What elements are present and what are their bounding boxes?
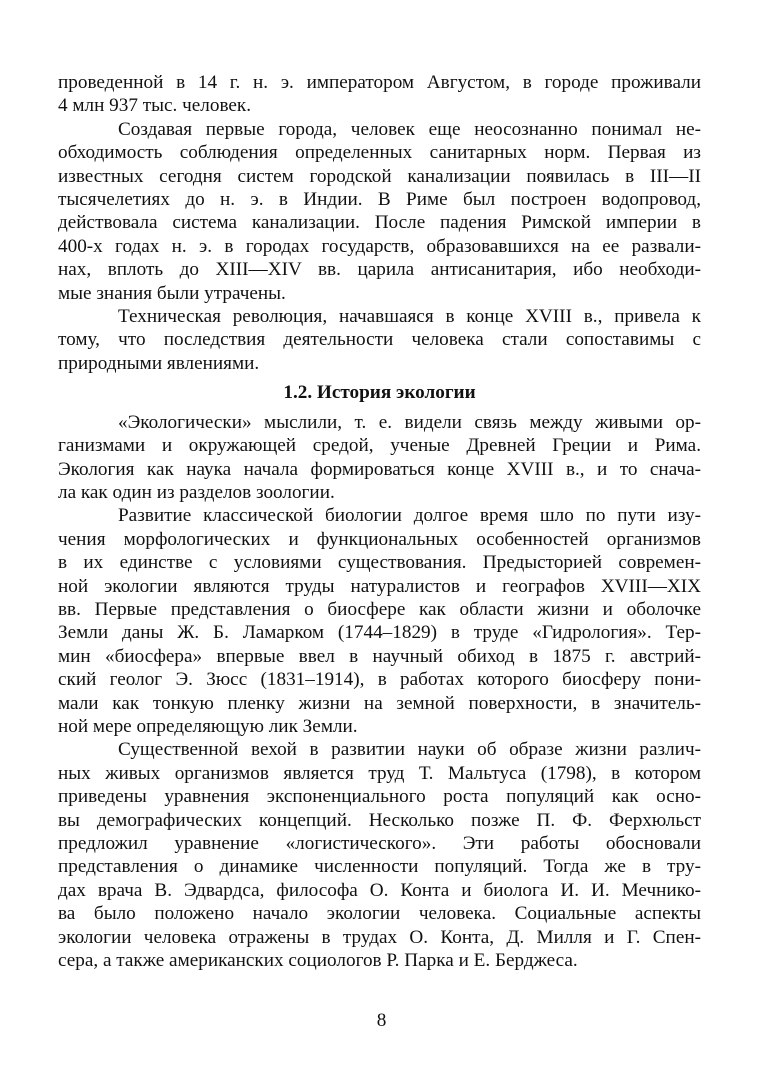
text-line: 400-х годах н. э. в городах государств, образовавшихся на ее развали- (58, 235, 701, 257)
text-line: Экология как наука начала формироваться конце XVIII в., и то снача- (58, 458, 701, 480)
text-before-heading (58, 71, 701, 375)
text-line: обходимость соблюдения определенных санитарных норм. Первая из (58, 142, 701, 164)
text-line: природными явлениями. (58, 352, 260, 374)
text-line: вв. Первые представления о биосфере как области жизни и оболочке (58, 598, 701, 620)
text-line: дах врача В. Эдвардса, философа О. Конта и биолога И. И. Мечнико- (58, 879, 701, 901)
text-line: мали как тонкую пленку жизни на земной поверхности, в значитель- (58, 692, 701, 714)
page-body (58, 71, 701, 972)
text-line: известных сегодня систем городской канализации появилась в III—II (58, 165, 701, 187)
text-line: в их единстве с условиями существования. Предысторией современ- (58, 552, 701, 574)
text-line: приведены уравнения экспоненциального роста популяций как осно- (58, 786, 701, 808)
text-line: ла как один из разделов зоологии. (58, 481, 335, 503)
text-line: чения морфологических и функциональных особенностей организмов (58, 528, 701, 550)
paragraph (58, 71, 701, 118)
text-line: ной экологии являются труды натуралистов и географов XVIII—XIX (58, 575, 701, 597)
text-line: проведенной в 14 г. н. э. императором Августом, в городе проживали (58, 72, 701, 93)
paragraph (58, 738, 701, 972)
text-line: ной мере определяющую лик Земли. (58, 715, 358, 737)
text-line: Развитие классической биологии долгое время шло по пути изу- (118, 505, 701, 527)
text-line: действовала система канализации. После падения Римской империи в (58, 212, 701, 234)
text-line: «Экологически» мыслили, т. е. видели связь между живыми ор- (118, 411, 701, 433)
text-line: Создавая первые города, человек еще неосознанно понимал не- (118, 118, 701, 140)
paragraph (58, 305, 701, 375)
text-line: тысячелетиях до н. э. в Индии. В Риме был построен водопровод, (58, 189, 701, 211)
text-line: Техническая революция, начавшаяся в конце XVIII в., привела к (118, 306, 701, 328)
text-line: предложил уравнение «логистического». Эти работы обосновали (58, 833, 701, 854)
page-number: 8 (376, 1010, 387, 1031)
text-line: нах, вплоть до XIII—XIV вв. царила антисанитария, ибо необходи- (58, 259, 701, 281)
text-line: ва было положено начало экологии человека. Социальные аспекты (58, 903, 701, 925)
text-line: 4 млн 937 тыс. человек. (58, 95, 252, 117)
text-line: представления о динамике численности популяций. Тогда же в тру- (58, 856, 701, 878)
paragraph (58, 504, 701, 738)
text-line: ский геолог Э. Зюсс (1831–1914), в работах которого биосферу пони- (58, 669, 701, 691)
text-line: мин «биосфера» впервые ввел в научный обиход в 1875 г. австрий- (58, 645, 701, 667)
text-line: вы демографических концепций. Несколько позже П. Ф. Ферхюльст (58, 809, 701, 831)
text-line: ганизмами и окружающей средой, ученые Древней Греции и Рима. (58, 435, 701, 457)
paragraph (58, 411, 701, 505)
text-line: ных живых организмов является труд Т. Мальтуса (1798), в котором (58, 762, 701, 784)
text-line: мые знания были утрачены. (58, 282, 286, 304)
paragraph (58, 118, 701, 305)
text-after-heading (58, 411, 701, 973)
section-heading: 1.2. История экологии (283, 382, 476, 404)
text-line: Существенной вехой в развитии науки об образе жизни различ- (118, 739, 701, 761)
text-line: экологии человека отражены в трудах О. Конта, Д. Милля и Г. Спен- (58, 926, 701, 948)
text-line: сера, а также американских социологов Р. Парка и Е. Берджеса. (58, 950, 578, 972)
text-line: тому, что последствия деятельности человека стали сопоставимы с (58, 329, 701, 351)
text-line: Земли даны Ж. Б. Ламарком (1744–1829) в труде «Гидрология». Тер- (58, 622, 701, 644)
